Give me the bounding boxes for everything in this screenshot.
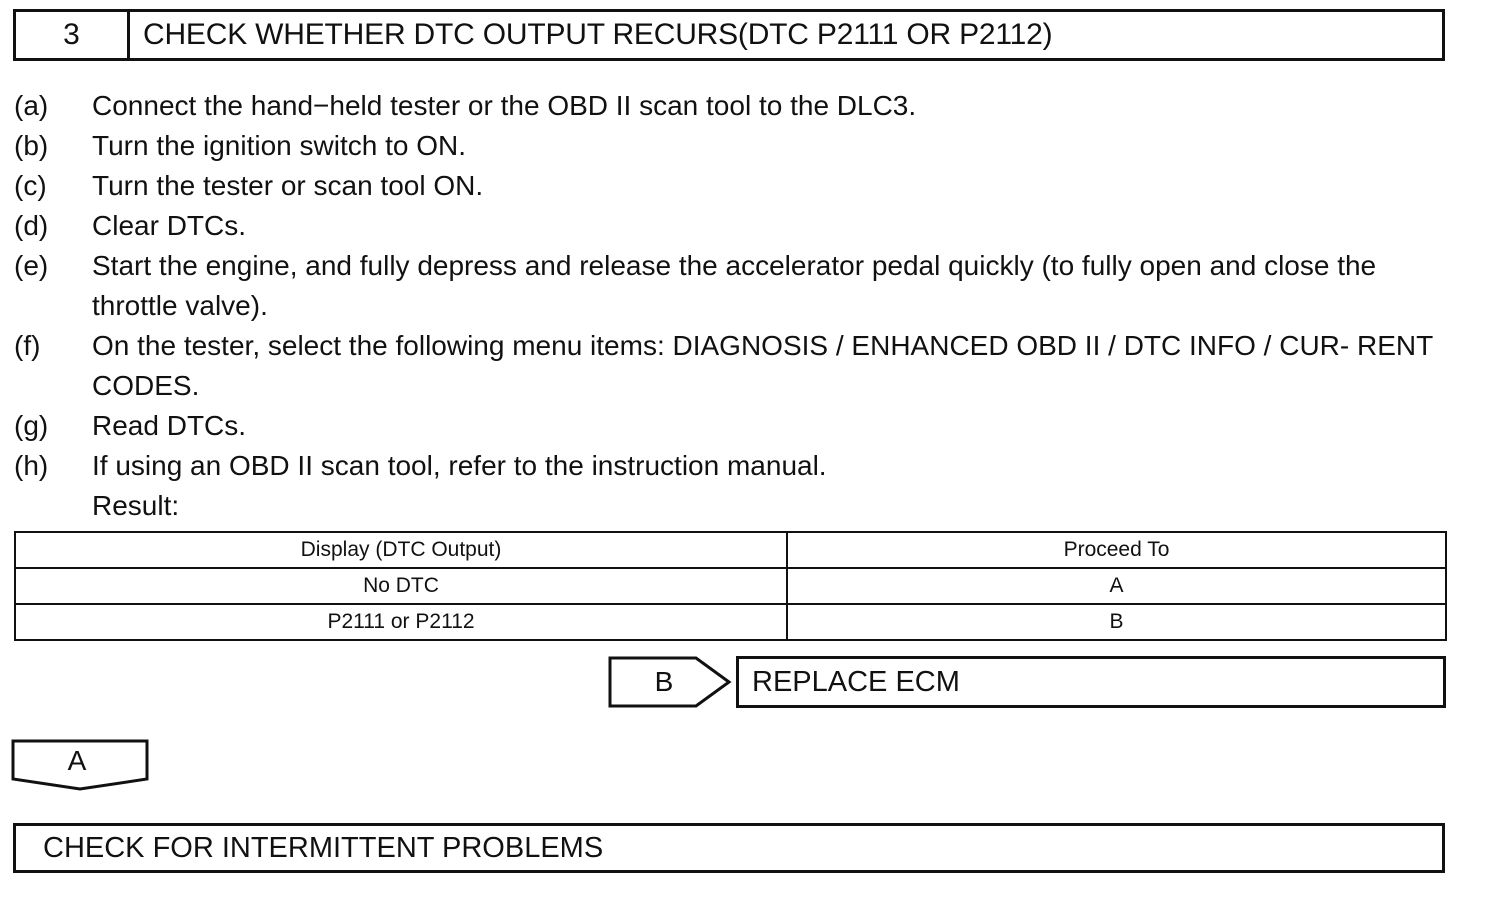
- step-header: [13, 9, 1445, 61]
- instruction-item: [14, 446, 1454, 486]
- instruction-text: Turn the ignition switch to ON.: [92, 130, 467, 161]
- instruction-text: Read DTCs.: [92, 410, 247, 441]
- instruction-item: [14, 166, 1454, 206]
- instruction-text: Connect the hand−held tester or the OBD II scan tool to the DLC3.: [92, 90, 917, 121]
- table-row: [15, 604, 1446, 640]
- instruction-list: [14, 86, 1454, 526]
- instruction-text: On the tester, select the following menu items: DIAGNOSIS / ENHANCED OBD II / DTC INFO / CUR- RENT CODES.: [92, 330, 1433, 401]
- instruction-letter: (f): [14, 330, 41, 361]
- instruction-item: [14, 206, 1454, 246]
- table-header-row: [15, 532, 1446, 568]
- instruction-letter: (g): [14, 410, 49, 441]
- instruction-text: Clear DTCs.: [92, 210, 247, 241]
- instruction-item: [14, 86, 1454, 126]
- branch-b-action: REPLACE ECM: [736, 656, 1446, 708]
- instruction-item: [14, 326, 1454, 406]
- result-label: Result:: [92, 490, 180, 521]
- step-title: CHECK WHETHER DTC OUTPUT RECURS(DTC P2111 OR P2112): [143, 18, 1053, 51]
- instruction-item: [14, 406, 1454, 446]
- branch-a-label: A: [67, 745, 87, 776]
- table-header-cell: Proceed To: [787, 532, 1446, 568]
- branch-a-action: CHECK FOR INTERMITTENT PROBLEMS: [13, 823, 1445, 873]
- instruction-letter: (b): [14, 130, 49, 161]
- instruction-text: Turn the tester or scan tool ON.: [92, 170, 484, 201]
- instruction-letter: (e): [14, 250, 49, 281]
- result-table: [14, 531, 1447, 641]
- table-cell: P2111 or P2112: [15, 604, 787, 640]
- instruction-letter: (c): [14, 170, 47, 201]
- instruction-text: If using an OBD II scan tool, refer to the instruction manual.: [92, 450, 827, 481]
- table-cell: No DTC: [15, 568, 787, 604]
- table-header-cell: Display (DTC Output): [15, 532, 787, 568]
- table-row: [15, 568, 1446, 604]
- instruction-text: Start the engine, and fully depress and release the accelerator pedal quickly (to fully open and close the throttle valve).: [92, 250, 1377, 321]
- instruction-letter: (h): [14, 450, 49, 481]
- step-number: 3: [16, 12, 130, 58]
- instruction-letter: (d): [14, 210, 49, 241]
- table-cell: A: [787, 568, 1446, 604]
- table-cell: B: [787, 604, 1446, 640]
- branch-b-label: B: [654, 666, 674, 697]
- instruction-letter: (a): [14, 90, 49, 121]
- instruction-item: [14, 126, 1454, 166]
- instruction-item: [14, 246, 1454, 326]
